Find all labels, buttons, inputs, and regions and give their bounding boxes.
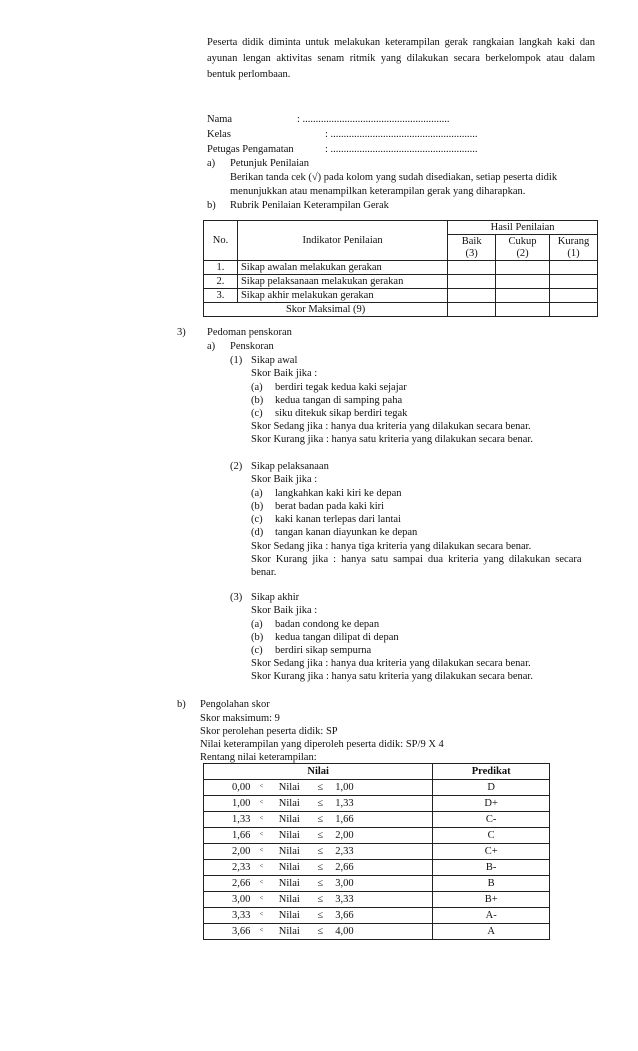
group2-kurang-cont: benar. [251, 567, 277, 578]
grade-lt-symbol: < [253, 860, 269, 876]
rubric-row-text: Sikap pelaksanaan melakukan gerakan [237, 275, 447, 289]
group2-item-marker: (b) [251, 501, 264, 512]
grade-predikat: C [433, 828, 550, 844]
checkbox-cell[interactable] [448, 261, 496, 275]
group3-marker: (3) [230, 592, 243, 603]
grade-upper-bound: 1,00 [331, 780, 433, 796]
rubric-table [203, 220, 598, 317]
grade-lt-symbol: < [253, 828, 269, 844]
group1-item: berdiri tegak kedua kaki sejajar [275, 382, 407, 393]
pengolahan-marker: b) [177, 699, 186, 710]
group2-item-marker: (c) [251, 514, 263, 525]
table-row [204, 892, 550, 908]
grade-lower-bound: 1,66 [204, 828, 254, 844]
group3-kurang: Skor Kurang jika : hanya satu kriteria yang dilakukan secara benar. [251, 671, 533, 682]
grade-nilai-label: Nilai [269, 924, 309, 940]
checkbox-cell[interactable] [550, 275, 598, 289]
grade-upper-bound: 3,33 [331, 892, 433, 908]
baik-score: (3) [465, 247, 478, 259]
intro-paragraph: Peserta didik diminta untuk melakukan keterampilan gerak rangkaian langkah kaki dan ayunan lengan aktivitas senam ritmik yang dilakukan secara berkelompok atau dalam bentuk perlombaan. [207, 37, 595, 80]
group2-item: langkahkan kaki kiri ke depan [275, 488, 402, 499]
grade-lower-bound: 2,33 [204, 860, 254, 876]
grade-predikat: B- [433, 860, 550, 876]
rubric-header-kurang [550, 235, 598, 261]
grade-predikat: A [433, 924, 550, 940]
grade-nilai-label: Nilai [269, 860, 309, 876]
nama-value: : ........................................................ [297, 114, 450, 125]
rubric-header-no: No. [204, 221, 238, 261]
grade-lower-bound: 2,66 [204, 876, 254, 892]
group1-title: Sikap awal [251, 355, 298, 366]
section3-marker: 3) [177, 327, 186, 338]
group2-marker: (2) [230, 461, 243, 472]
grade-le-symbol: ≤ [309, 812, 331, 828]
grade-nilai-label: Nilai [269, 796, 309, 812]
table-row [204, 844, 550, 860]
grade-predikat: C+ [433, 844, 550, 860]
group1-item-marker: (c) [251, 408, 263, 419]
grade-predikat: B [433, 876, 550, 892]
table-row [204, 924, 550, 940]
kurang-score: (1) [567, 247, 580, 259]
grade-upper-bound: 2,00 [331, 828, 433, 844]
grade-nilai-label: Nilai [269, 828, 309, 844]
baik-label: Baik [461, 235, 482, 247]
pengolahan-line4: Rentang nilai keterampilan: [200, 752, 317, 763]
section-b-title: Rubrik Penilaian Keterampilan Gerak [230, 200, 389, 211]
checkbox-cell[interactable] [550, 261, 598, 275]
grade-le-symbol: ≤ [309, 780, 331, 796]
cukup-score: (2) [516, 247, 529, 259]
grade-lower-bound: 3,00 [204, 892, 254, 908]
group1-sedang: Skor Sedang jika : hanya dua kriteria yang dilakukan secara benar. [251, 421, 531, 432]
grade-le-symbol: ≤ [309, 844, 331, 860]
checkbox-cell[interactable] [448, 303, 496, 317]
checkbox-cell[interactable] [496, 275, 550, 289]
grade-le-symbol: ≤ [309, 828, 331, 844]
group2-kurang: Skor Kurang jika : hanya satu sampai dua kriteria yang dilakukan secara [251, 554, 582, 565]
rubric-row-text: Sikap akhir melakukan gerakan [237, 289, 447, 303]
table-row [204, 812, 550, 828]
grade-nilai-label: Nilai [269, 892, 309, 908]
group2-item-marker: (d) [251, 527, 264, 538]
grade-le-symbol: ≤ [309, 860, 331, 876]
grade-le-symbol: ≤ [309, 924, 331, 940]
grade-lower-bound: 3,33 [204, 908, 254, 924]
rubric-header-hasil: Hasil Penilaian [448, 221, 598, 235]
section-b-marker: b) [207, 200, 216, 211]
group1-item-marker: (b) [251, 395, 264, 406]
checkbox-cell[interactable] [448, 289, 496, 303]
kelas-value: : ........................................................ [325, 129, 478, 140]
section3-title: Pedoman penskoran [207, 327, 292, 338]
grade-lower-bound: 3,66 [204, 924, 254, 940]
group2-item: berat badan pada kaki kiri [275, 501, 385, 512]
table-row [204, 796, 550, 812]
cukup-label: Cukup [508, 235, 537, 247]
grade-nilai-label: Nilai [269, 844, 309, 860]
group2-title: Sikap pelaksanaan [251, 461, 329, 472]
rubric-row-text: Sikap awalan melakukan gerakan [237, 261, 447, 275]
grades-table [203, 763, 550, 940]
kelas-label: Kelas [207, 129, 231, 140]
group3-item-marker: (b) [251, 632, 264, 643]
group3-item-marker: (a) [251, 619, 263, 630]
grade-lt-symbol: < [253, 892, 269, 908]
group1-baik: Skor Baik jika : [251, 368, 318, 379]
kurang-label: Kurang [557, 235, 590, 247]
section3-a-marker: a) [207, 341, 216, 352]
grade-upper-bound: 1,66 [331, 812, 433, 828]
pengolahan-title: Pengolahan skor [200, 699, 270, 710]
grade-upper-bound: 4,00 [331, 924, 433, 940]
grade-nilai-label: Nilai [269, 876, 309, 892]
rubric-header-cukup [496, 235, 550, 261]
group3-sedang: Skor Sedang jika : hanya dua kriteria yang dilakukan secara benar. [251, 658, 531, 669]
grade-lower-bound: 1,00 [204, 796, 254, 812]
grade-lt-symbol: < [253, 924, 269, 940]
grade-nilai-label: Nilai [269, 812, 309, 828]
section-a-title: Petunjuk Penilaian [230, 158, 310, 169]
grade-predikat: A- [433, 908, 550, 924]
group3-baik: Skor Baik jika : [251, 605, 318, 616]
pengolahan-line3: Nilai keterampilan yang diperoleh peserta didik: SP/9 X 4 [200, 739, 444, 750]
grade-lower-bound: 0,00 [204, 780, 254, 796]
group2-item: tangan kanan diayunkan ke depan [275, 527, 418, 538]
grade-predikat: D [433, 780, 550, 796]
table-row [204, 860, 550, 876]
group1-marker: (1) [230, 355, 243, 366]
group2-baik: Skor Baik jika : [251, 474, 318, 485]
rubric-max-score: Skor Maksimal (9) [204, 303, 448, 317]
group2-item: kaki kanan terlepas dari lantai [275, 514, 401, 525]
table-row [204, 876, 550, 892]
grades-header-predikat: Predikat [433, 764, 550, 780]
grade-le-symbol: ≤ [309, 908, 331, 924]
petugas-value: : ........................................................ [325, 144, 478, 155]
section-a-marker: a) [207, 158, 216, 169]
grade-predikat: C- [433, 812, 550, 828]
grades-header-nilai: Nilai [204, 764, 433, 780]
table-row [204, 303, 598, 317]
group2-sedang: Skor Sedang jika : hanya tiga kriteria yang dilakukan secara benar. [251, 541, 532, 552]
table-row [204, 780, 550, 796]
group1-item: kedua tangan di samping paha [275, 395, 403, 406]
grade-lt-symbol: < [253, 796, 269, 812]
group3-title: Sikap akhir [251, 592, 300, 603]
grade-lower-bound: 1,33 [204, 812, 254, 828]
grade-upper-bound: 3,66 [331, 908, 433, 924]
grade-predikat: B+ [433, 892, 550, 908]
group3-item: berdiri sikap sempurna [275, 645, 372, 656]
grade-nilai-label: Nilai [269, 780, 309, 796]
grade-upper-bound: 2,33 [331, 844, 433, 860]
rubric-row-no: 1. [204, 261, 238, 275]
checkbox-cell[interactable] [496, 261, 550, 275]
grade-le-symbol: ≤ [309, 876, 331, 892]
grade-lt-symbol: < [253, 876, 269, 892]
group1-item: siku ditekuk sikap berdiri tegak [275, 408, 408, 419]
grade-predikat: D+ [433, 796, 550, 812]
petugas-label: Petugas Pengamatan [207, 144, 294, 155]
grade-upper-bound: 1,33 [331, 796, 433, 812]
checkbox-cell[interactable] [496, 303, 550, 317]
checkbox-cell[interactable] [496, 289, 550, 303]
table-row [204, 289, 598, 303]
pengolahan-line2: Skor perolehan peserta didik: SP [200, 726, 338, 737]
grade-upper-bound: 3,00 [331, 876, 433, 892]
table-row [204, 908, 550, 924]
grade-lt-symbol: < [253, 908, 269, 924]
rubric-row-no: 3. [204, 289, 238, 303]
grade-upper-bound: 2,66 [331, 860, 433, 876]
checkbox-cell[interactable] [550, 289, 598, 303]
grade-le-symbol: ≤ [309, 796, 331, 812]
nama-label: Nama [207, 114, 233, 125]
section-a-text1: Berikan tanda cek (√) pada kolom yang sudah disediakan, setiap peserta didik [230, 172, 558, 183]
grade-le-symbol: ≤ [309, 892, 331, 908]
table-row [204, 828, 550, 844]
checkbox-cell[interactable] [448, 275, 496, 289]
group3-item-marker: (c) [251, 645, 263, 656]
grade-lt-symbol: < [253, 780, 269, 796]
section-a-text2: menunjukkan atau menampilkan keterampilan gerak yang diharapkan. [230, 186, 526, 197]
pengolahan-line1: Skor maksimum: 9 [200, 713, 280, 724]
table-row [204, 275, 598, 289]
grade-nilai-label: Nilai [269, 908, 309, 924]
table-row [204, 261, 598, 275]
group3-item: badan condong ke depan [275, 619, 380, 630]
group1-item-marker: (a) [251, 382, 263, 393]
section3-a-title: Penskoran [230, 341, 274, 352]
rubric-row-no: 2. [204, 275, 238, 289]
checkbox-cell[interactable] [550, 303, 598, 317]
rubric-header-baik [448, 235, 496, 261]
grade-lt-symbol: < [253, 812, 269, 828]
group1-kurang: Skor Kurang jika : hanya satu kriteria yang dilakukan secara benar. [251, 434, 533, 445]
grade-lower-bound: 2,00 [204, 844, 254, 860]
grade-lt-symbol: < [253, 844, 269, 860]
group2-item-marker: (a) [251, 488, 263, 499]
group3-item: kedua tangan dilipat di depan [275, 632, 399, 643]
rubric-header-indikator: Indikator Penilaian [237, 221, 447, 261]
